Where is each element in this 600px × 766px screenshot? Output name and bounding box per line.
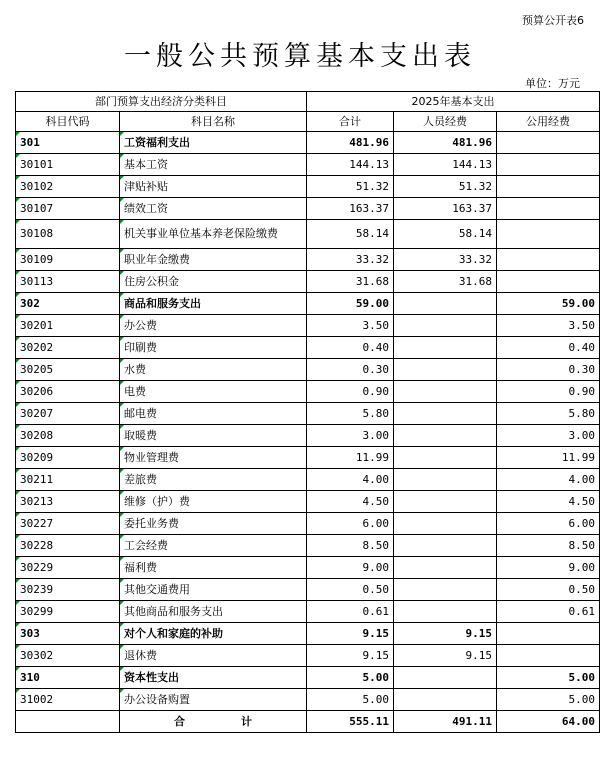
table-row: [16, 337, 600, 359]
cell-total: 0.61: [307, 601, 394, 623]
cell-code: 30229: [16, 557, 120, 579]
cell-total: 9.00: [307, 557, 394, 579]
header-group-left: 部门预算支出经济分类科目: [16, 92, 307, 112]
cell-code: 30211: [16, 469, 120, 491]
table-row: [16, 645, 600, 667]
cell-personnel: 481.96: [394, 132, 497, 154]
cell-total: 3.00: [307, 425, 394, 447]
total-public: 64.00: [497, 711, 600, 733]
unit-label: 单位：万元: [525, 77, 580, 90]
cell-code: 30208: [16, 425, 120, 447]
cell-code: 30201: [16, 315, 120, 337]
table-row: [16, 579, 600, 601]
cell-name: 工会经费: [120, 535, 307, 557]
table-row: [16, 557, 600, 579]
cell-public: 5.00: [497, 667, 600, 689]
cell-personnel: [394, 689, 497, 711]
cell-public: 3.00: [497, 425, 600, 447]
cell-personnel: [394, 667, 497, 689]
cell-code: 30299: [16, 601, 120, 623]
cell-total: 9.15: [307, 623, 394, 645]
header-public: 公用经费: [497, 112, 600, 132]
cell-code: 302: [16, 293, 120, 315]
cell-personnel: [394, 293, 497, 315]
header-column-row: [16, 112, 600, 132]
header-total: 合计: [307, 112, 394, 132]
cell-total: 5.00: [307, 689, 394, 711]
cell-total: 4.50: [307, 491, 394, 513]
cell-name: 住房公积金: [120, 271, 307, 293]
cell-name: 对个人和家庭的补助: [120, 623, 307, 645]
cell-public: [497, 132, 600, 154]
cell-name: 绩效工资: [120, 198, 307, 220]
table-row: [16, 271, 600, 293]
cell-public: [497, 623, 600, 645]
cell-public: [497, 198, 600, 220]
cell-name: 商品和服务支出: [120, 293, 307, 315]
header-group-row: [16, 92, 600, 112]
cell-name: 福利费: [120, 557, 307, 579]
cell-public: 59.00: [497, 293, 600, 315]
table-row: [16, 132, 600, 154]
cell-name: 水费: [120, 359, 307, 381]
page-title: 一般公共预算基本支出表: [124, 41, 476, 72]
cell-personnel: [394, 447, 497, 469]
cell-code: 310: [16, 667, 120, 689]
cell-public: [497, 176, 600, 198]
cell-personnel: 9.15: [394, 645, 497, 667]
table-row: [16, 403, 600, 425]
cell-total: 33.32: [307, 249, 394, 271]
cell-name: 邮电费: [120, 403, 307, 425]
table-row: [16, 315, 600, 337]
cell-name: 其他商品和服务支出: [120, 601, 307, 623]
cell-personnel: [394, 601, 497, 623]
cell-name: 基本工资: [120, 154, 307, 176]
cell-public: 9.00: [497, 557, 600, 579]
cell-public: 0.61: [497, 601, 600, 623]
table-row: [16, 198, 600, 220]
form-number: 预算公开表6: [522, 14, 584, 27]
cell-code: 30228: [16, 535, 120, 557]
total-code-cell: [16, 711, 120, 733]
cell-name: 委托业务费: [120, 513, 307, 535]
table-row: [16, 535, 600, 557]
cell-personnel: 58.14: [394, 220, 497, 249]
cell-public: 0.40: [497, 337, 600, 359]
cell-total: 6.00: [307, 513, 394, 535]
cell-code: 30107: [16, 198, 120, 220]
table-row: [16, 513, 600, 535]
cell-code: 31002: [16, 689, 120, 711]
table-row: [16, 469, 600, 491]
table-row: [16, 447, 600, 469]
cell-code: 30101: [16, 154, 120, 176]
cell-public: [497, 271, 600, 293]
total-personnel: 491.11: [394, 711, 497, 733]
cell-total: 59.00: [307, 293, 394, 315]
table-row: [16, 623, 600, 645]
cell-code: 30302: [16, 645, 120, 667]
cell-code: 30113: [16, 271, 120, 293]
cell-name: 电费: [120, 381, 307, 403]
cell-public: 6.00: [497, 513, 600, 535]
cell-name: 印刷费: [120, 337, 307, 359]
cell-total: 144.13: [307, 154, 394, 176]
cell-public: 5.80: [497, 403, 600, 425]
cell-total: 3.50: [307, 315, 394, 337]
cell-personnel: 144.13: [394, 154, 497, 176]
cell-total: 9.15: [307, 645, 394, 667]
total-sum: 555.11: [307, 711, 394, 733]
cell-personnel: [394, 337, 497, 359]
cell-code: 301: [16, 132, 120, 154]
cell-personnel: 9.15: [394, 623, 497, 645]
cell-code: 303: [16, 623, 120, 645]
cell-public: [497, 220, 600, 249]
cell-total: 8.50: [307, 535, 394, 557]
cell-public: 5.00: [497, 689, 600, 711]
cell-total: 58.14: [307, 220, 394, 249]
total-label-a: 合: [174, 714, 185, 728]
table-row: [16, 359, 600, 381]
total-label-b: 计: [241, 714, 252, 728]
cell-total: 31.68: [307, 271, 394, 293]
cell-name: 退休费: [120, 645, 307, 667]
cell-code: 30209: [16, 447, 120, 469]
cell-total: 51.32: [307, 176, 394, 198]
cell-personnel: [394, 403, 497, 425]
cell-personnel: [394, 425, 497, 447]
table-row: [16, 220, 600, 249]
cell-name: 物业管理费: [120, 447, 307, 469]
cell-personnel: 33.32: [394, 249, 497, 271]
table-row: [16, 491, 600, 513]
header-personnel: 人员经费: [394, 112, 497, 132]
cell-total: 5.80: [307, 403, 394, 425]
cell-total: 0.90: [307, 381, 394, 403]
cell-total: 0.50: [307, 579, 394, 601]
cell-name: 津贴补贴: [120, 176, 307, 198]
cell-code: 30109: [16, 249, 120, 271]
cell-personnel: [394, 359, 497, 381]
cell-name: 其他交通费用: [120, 579, 307, 601]
total-row: [16, 711, 600, 733]
table-row: [16, 425, 600, 447]
cell-total: 11.99: [307, 447, 394, 469]
cell-personnel: 163.37: [394, 198, 497, 220]
cell-code: 30108: [16, 220, 120, 249]
cell-public: 11.99: [497, 447, 600, 469]
header-group-right: 2025年基本支出: [307, 92, 600, 112]
cell-personnel: 51.32: [394, 176, 497, 198]
cell-public: 0.30: [497, 359, 600, 381]
table-row: [16, 601, 600, 623]
cell-code: 30239: [16, 579, 120, 601]
cell-total: 0.40: [307, 337, 394, 359]
cell-public: [497, 645, 600, 667]
cell-name: 资本性支出: [120, 667, 307, 689]
cell-code: 30213: [16, 491, 120, 513]
header-name: 科目名称: [120, 112, 307, 132]
cell-total: 5.00: [307, 667, 394, 689]
cell-name: 工资福利支出: [120, 132, 307, 154]
total-label: [120, 711, 307, 733]
header-code: 科目代码: [16, 112, 120, 132]
cell-name: 办公设备购置: [120, 689, 307, 711]
cell-total: 4.00: [307, 469, 394, 491]
cell-public: 4.00: [497, 469, 600, 491]
cell-name: 办公费: [120, 315, 307, 337]
cell-personnel: 31.68: [394, 271, 497, 293]
budget-table: [15, 91, 600, 733]
cell-name: 取暖费: [120, 425, 307, 447]
cell-public: 4.50: [497, 491, 600, 513]
cell-total: 0.30: [307, 359, 394, 381]
cell-public: 0.50: [497, 579, 600, 601]
table-row: [16, 249, 600, 271]
table-row: [16, 667, 600, 689]
cell-code: 30202: [16, 337, 120, 359]
cell-total: 163.37: [307, 198, 394, 220]
cell-personnel: [394, 491, 497, 513]
cell-code: 30207: [16, 403, 120, 425]
cell-total: 481.96: [307, 132, 394, 154]
cell-personnel: [394, 469, 497, 491]
table-row: [16, 381, 600, 403]
cell-name: 差旅费: [120, 469, 307, 491]
cell-personnel: [394, 579, 497, 601]
cell-personnel: [394, 381, 497, 403]
cell-personnel: [394, 535, 497, 557]
cell-code: 30227: [16, 513, 120, 535]
cell-name: 职业年金缴费: [120, 249, 307, 271]
cell-public: [497, 249, 600, 271]
cell-code: 30206: [16, 381, 120, 403]
cell-public: 0.90: [497, 381, 600, 403]
table-row: [16, 154, 600, 176]
table-row: [16, 176, 600, 198]
cell-personnel: [394, 513, 497, 535]
cell-code: 30205: [16, 359, 120, 381]
table-row: [16, 293, 600, 315]
cell-personnel: [394, 557, 497, 579]
cell-name: 维修（护）费: [120, 491, 307, 513]
cell-personnel: [394, 315, 497, 337]
cell-public: 3.50: [497, 315, 600, 337]
cell-name: 机关事业单位基本养老保险缴费: [120, 220, 307, 249]
cell-public: 8.50: [497, 535, 600, 557]
cell-code: 30102: [16, 176, 120, 198]
cell-public: [497, 154, 600, 176]
table-row: [16, 689, 600, 711]
